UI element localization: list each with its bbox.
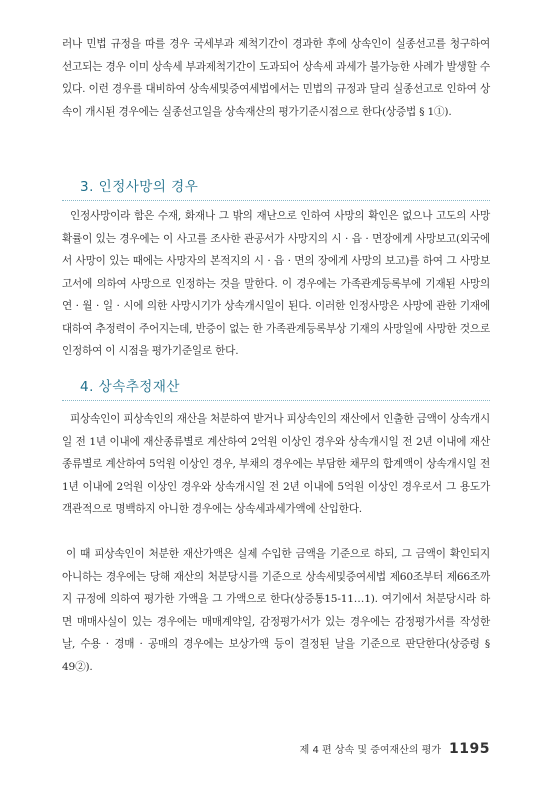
paragraph-section-4b: 이 때 피상속인이 처분한 재산가액은 실제 수입한 금액을 기준으로 하되, 그 금액이 확인되지 아니하는 경우에는 당해 재산의 처분당시를 기준으로 상속세및증여세법 제60조부터 제66조까지 규정에 의하여 평가한 가액을 그 가액으로 한다(상증통15-11…1). 여기에서 처분당시라 하면 매매사실이 있는 경우에는 매매계약일, 감정평가서가 있는 경우에는 감정평가서를 작성한 날, 수용 · 경매 · 공매의 경우에는 보상가액 등이 결정된 날을 기준으로 판단한다(상증령 § 49②). xyxy=(62,548,490,673)
heading-divider xyxy=(62,400,490,401)
page-footer xyxy=(300,741,490,757)
paragraph-intro: 러나 민법 규정을 따를 경우 국세부과 제척기간이 경과한 후에 상속인이 실종선고를 청구하여 선고되는 경우 이미 상속세 부과제척기간이 도과되어 상속세 과세가 불가능한 사례가 발생할 수 있다. 이런 경우를 대비하여 상속세및증여세법에서는 민법의 규정과 달리 실종선고로 인하여 상속이 개시된 경우에는 실종선고일을 상속재산의 평가기준시점으로 한다(상증법 § 1①). xyxy=(62,38,490,118)
page-number: 1195 xyxy=(449,741,490,757)
chapter-title: 제 4 편 상속 및 증여재산의 평가 xyxy=(299,745,442,756)
paragraph-section-4a: 피상속인이 피상속인의 재산을 처분하여 받거나 피상속인의 재산에서 인출한 금액이 상속개시일 전 1년 이내에 재산종류별로 계산하여 2억원 이상인 경우와 상속개시일 전 2년 이내에 재산종류별로 계산하여 5억원 이상인 경우, 부채의 경우에는 부담한 채무의 합계액이 상속개시일 전 1년 이내에 2억원 이상인 경우와 상속개시일 전 2년 이내에 5억원 이상인 경우로서 그 용도가 객관적으로 명백하지 아니한 경우에는 상속세과세가액에 산입한다. xyxy=(62,413,490,515)
section-heading-3: 3. 인정사망의 경우 xyxy=(80,179,199,195)
heading-divider xyxy=(62,200,490,201)
section-heading-4: 4. 상속추정재산 xyxy=(80,379,180,395)
paragraph-section-3: 인정사망이라 함은 수재, 화재나 그 밖의 재난으로 인하여 사망의 확인은 없으나 고도의 사망확률이 있는 경우에는 이 사고를 조사한 관공서가 사망지의 시 · 읍 · 면장에게 사망보고(외국에서 사망이 있는 때에는 사망자의 본적지의 시 · 읍 · 면의 장에게 사망의 보고)를 하여 그 사망보고서에 의하여 사망으로 인정하는 것을 말한다. 이 경우에는 가족관계등록부에 기재된 사망의 연 · 월 · 일 · 시에 의한 사망시기가 상속개시일이 된다. 이러한 인정사망은 사망에 관한 기재에 대하여 추정력이 주어지는데, 반증이 없는 한 가족관계등록부상 기재의 사망일에 사망한 것으로 인정하여 이 시점을 평가기준일로 한다. xyxy=(62,210,490,357)
